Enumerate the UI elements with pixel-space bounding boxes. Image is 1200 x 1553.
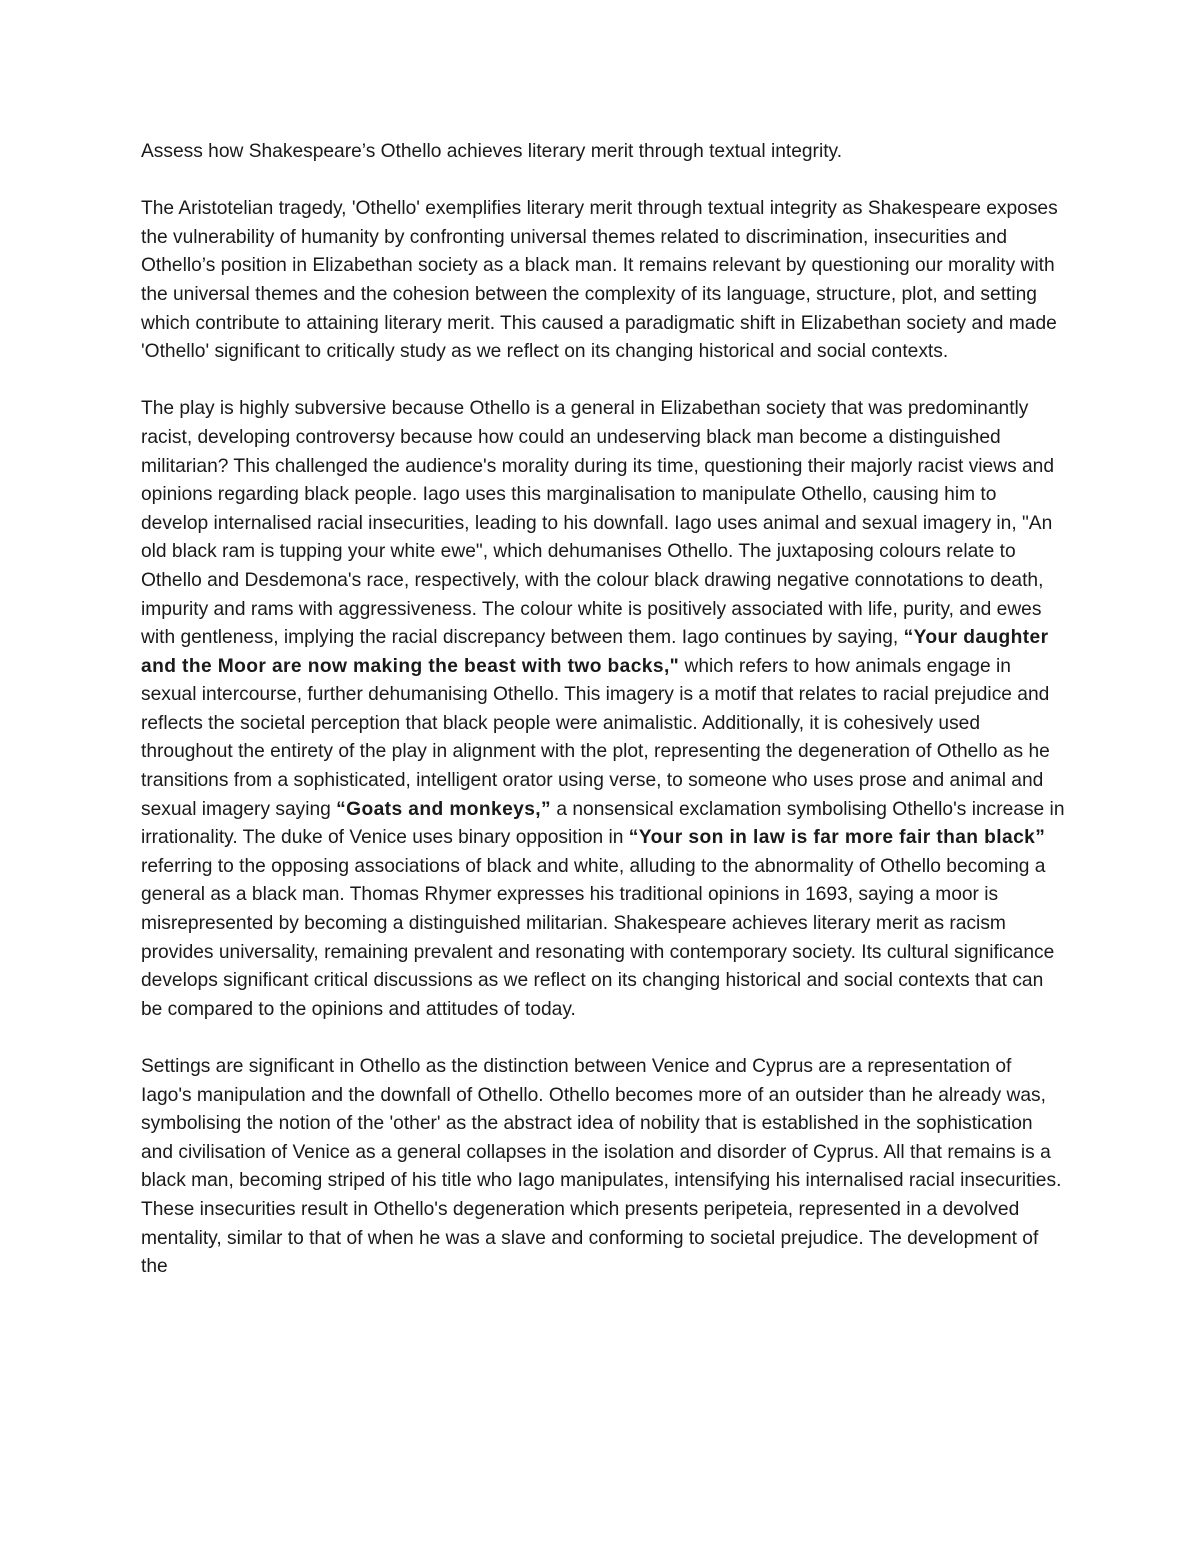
- text-run: which refers to how animals engage in sexual intercourse, further dehumanising Othello. This imagery is a motif that relates to racial prejudice and reflects the societal perception that black people were animalistic. Additionally, it is cohesively used throughout the entirety of the play in alignment with the plot, representing the degeneration of Othello as he transitions from a sophisticated, intelligent orator using verse, to someone who uses prose and animal and sexual imagery saying: [141, 655, 1050, 820]
- text-run: The play is highly subversive because Othello is a general in Elizabethan society that was predominantly racist, developing controversy because how could an undeserving black man become a distinguished militarian? This challenged the audience's morality during its time, questioning their majorly racist views and opinions regarding black people. Iago uses this marginalisation to manipulate Othello, causing him to develop internalised racial insecurities, leading to his downfall. Iago uses animal and sexual imagery in, "An old black ram is tupping your white ewe", which dehumanises Othello. The juxtaposing colours relate to Othello and Desdemona's race, respectively, with the colour black drawing negative connotations to death, impurity and rams with aggressiveness. The colour white is positively associated with life, purity, and ewes with gentleness, implying the racial discrepancy between them. Iago continues by saying,: [141, 398, 1055, 649]
- quote-fair-than-black: “Your son in law is far more fair than black”: [628, 827, 1046, 849]
- paragraph-settings: [141, 1053, 1066, 1282]
- paragraph-introduction: [141, 195, 1066, 367]
- document-page: [141, 138, 1066, 1282]
- quote-goats-and-monkeys: “Goats and monkeys,”: [336, 798, 552, 820]
- text-run: referring to the opposing associations of black and white, alluding to the abnormality of Othello becoming a general as a black man. Thomas Rhymer expresses his traditional opinions in 1693, saying a moor is misrepresented by becoming a distinguished militarian. Shakespeare achieves literary merit as racism provides universality, remaining prevalent and resonating with contemporary society. Its cultural significance develops significant critical discussions as we reflect on its changing historical and social contexts that can be compared to the opinions and attitudes of today.: [141, 855, 1055, 1020]
- paragraph-racism: [141, 395, 1066, 1024]
- text-run: a nonsensical exclamation symbolising Othello's increase in irrationality. The duke of Venice uses binary opposition in: [141, 798, 1065, 849]
- text-run: Settings are significant in Othello as the distinction between Venice and Cyprus are a representation of Iago's manipulation and the downfall of Othello. Othello becomes more of an outsider than he already was, symbolising the notion of the 'other' as the abstract idea of nobility that is established in the sophistication and civilisation of Venice as a general collapses in the isolation and disorder of Cyprus. All that remains is a black man, becoming striped of his title who Iago manipulates, intensifying his internalised racial insecurities. These insecurities result in Othello's degeneration which presents peripeteia, represented in a devolved mentality, similar to that of when he was a slave and conforming to societal prejudice. The development of the: [141, 1056, 1062, 1278]
- quote-beast-with-two-backs: “Your daughter and the Moor are now making the beast with two backs,": [141, 627, 1049, 677]
- essay-question: Assess how Shakespeare’s Othello achieves literary merit through textual integrity.: [141, 141, 843, 162]
- text-run: The Aristotelian tragedy, 'Othello' exemplifies literary merit through textual integrity as Shakespeare exposes the vulnerability of humanity by confronting universal themes related to discrimination, insecurities and Othello’s position in Elizabethan society as a black man. It remains relevant by questioning our morality with the universal themes and the cohesion between the complexity of its language, structure, plot, and setting which contribute to attaining literary merit. This caused a paradigmatic shift in Elizabethan society and made 'Othello' significant to critically study as we reflect on its changing historical and social contexts.: [141, 198, 1058, 363]
